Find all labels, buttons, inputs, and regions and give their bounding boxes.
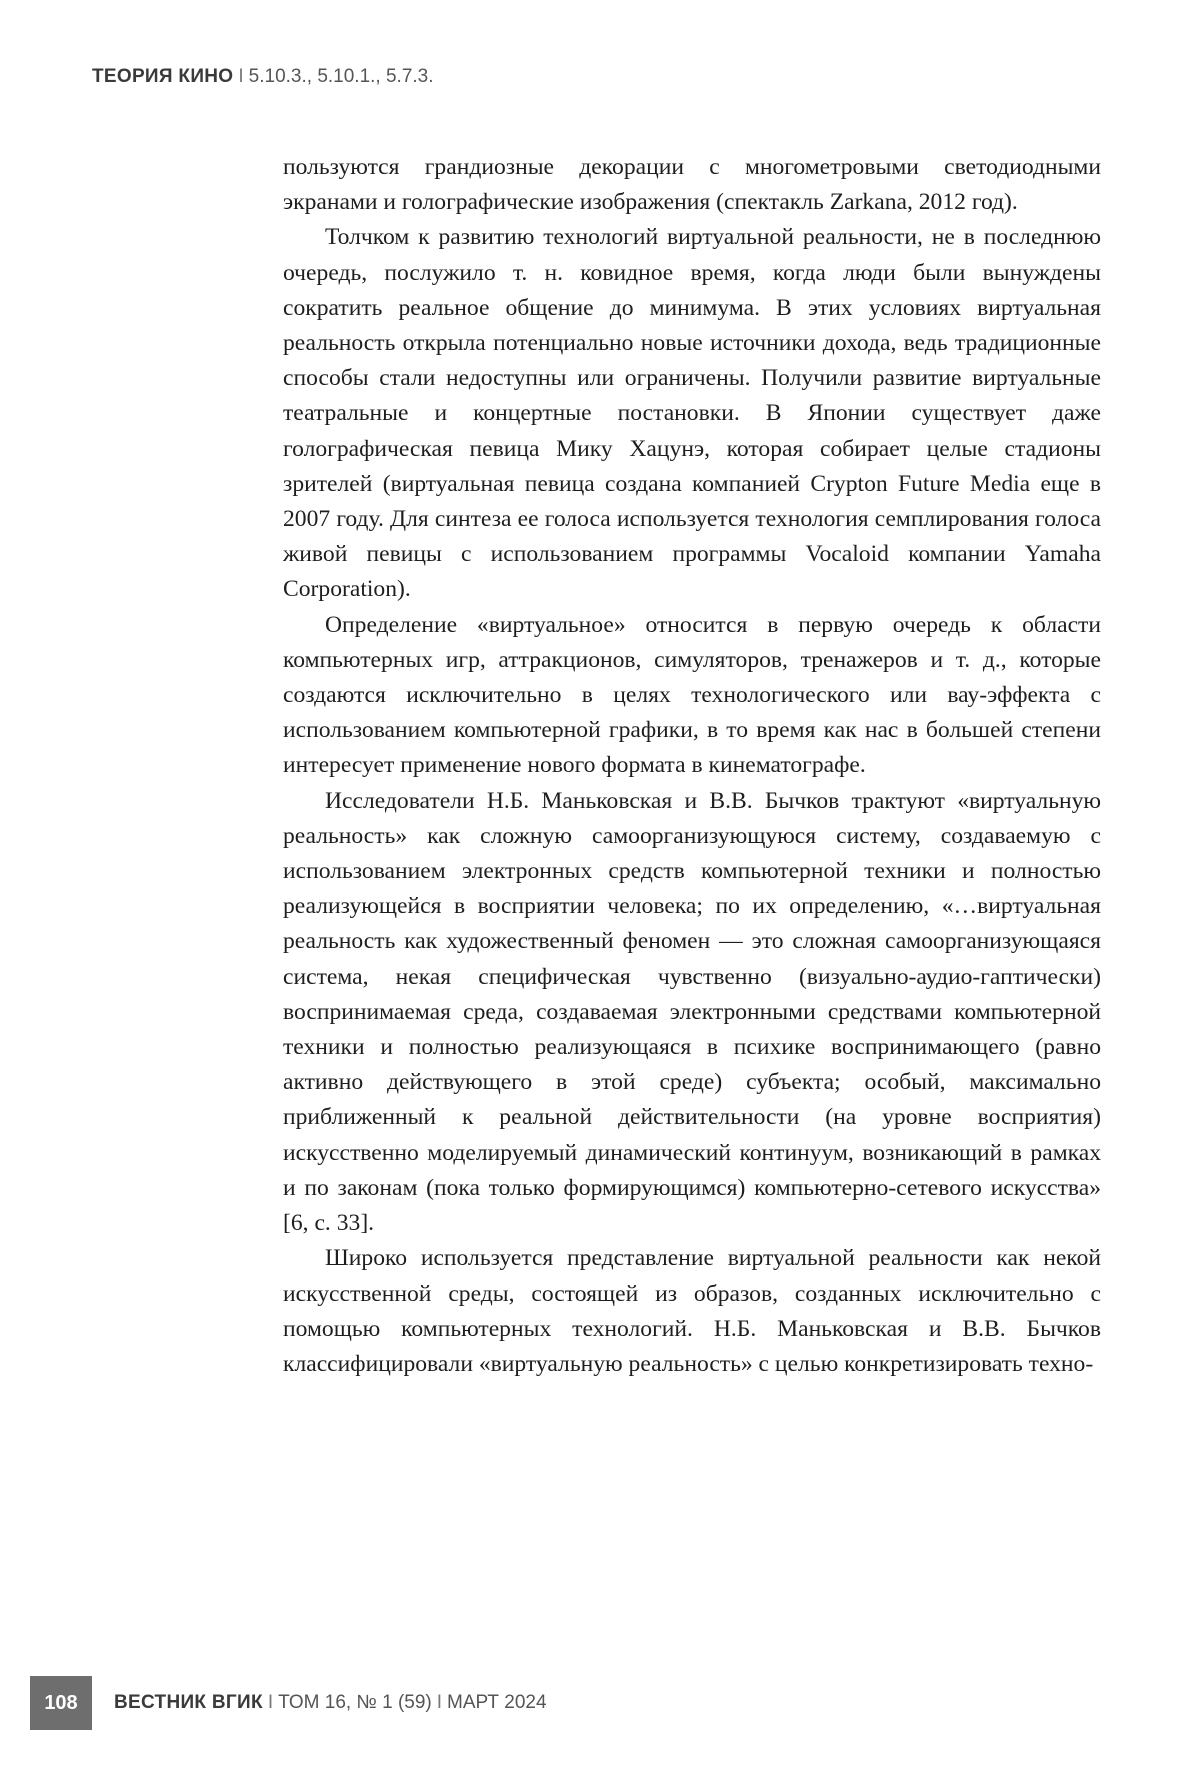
page-number: 108: [44, 1692, 77, 1715]
paragraph: Определение «виртуальное» относится в первую очередь к области компьютерных игр, аттракционов, симуляторов, трена­жеров и т. д., которые создаются исключительно в целях техно­логического или вау-эффекта с использованием компьютерной графики, в то время как нас в большей степени интересует при­менение нового формата в кинематографе.: [283, 608, 1101, 784]
page-number-box: [30, 1676, 92, 1730]
journal-name: ВЕСТНИК ВГИК: [114, 1692, 263, 1713]
header-section-title: ТЕОРИЯ КИНО: [92, 66, 233, 87]
footer-separator: I: [268, 1692, 273, 1713]
running-footer: [30, 1676, 547, 1730]
header-separator: I: [238, 66, 243, 87]
paragraph: Широко используется представление виртуальной реаль­ности как некой искусственной среды, состоящей из образов, созданных исключительно с помощью компьютерных техно­логий. Н.Б. Маньковская и В.В. Бычков классифицировали «виртуальную реальность» с целью конкретизировать техно-: [283, 1241, 1101, 1382]
paragraph: Исследователи Н.Б. Маньковская и В.В. Бычков трактуют «виртуальную реальность» как сложную самоорганизующу­юся систему, создаваемую с использованием электронных средств компьютерной техники и полностью реализующейся в восприятии человека; по их определению, «…виртуальная реальность как художественный феномен — это сложная са­моорганизующаяся система, некая специфическая чувственно (визуально-аудио-гаптически) воспринимаемая среда, соз­даваемая электронными средствами компьютерной техники и полностью реализующаяся в психике воспринимающего (равно активно действующего в этой среде) субъекта; особый, максимально приближенный к реальной действительности (на уровне восприятия) искусственно моделируемый динами­ческий континуум, возникающий в рамках и по законам (пока только формирующимся) компьютерно-сетевого искусства» [6, с. 33].: [283, 784, 1101, 1242]
journal-volume: ТОМ 16, № 1 (59): [278, 1692, 432, 1713]
paragraph: Толчком к развитию технологий виртуальной реальности, не в последнюю очередь, послужило т. н. ковидное время, когда люди были вынуждены сократить реальное общение до мини­мума. В этих условиях виртуальная реальность открыла потен­циально новые источники дохода, ведь традиционные способы стали недоступны или ограничены. Получили развитие вирту­альные театральные и концертные постановки. В Японии суще­ствует даже голографическая певица Мику Хацунэ, которая со­бирает целые стадионы зрителей (виртуальная певица создана компанией Crypton Future Media еще в 2007 году. Для синтеза ее голоса используется технология семплирования голоса жи­вой певицы с использованием программы Vocaloid компании Yamaha Corporation).: [283, 220, 1101, 607]
paragraph-continued: пользуются грандиозные декорации с многометровыми свето­диодными экранами и голографические изображения (спек­такль Zarkana, 2012 год).: [283, 150, 1101, 220]
header-codes: 5.10.3., 5.10.1., 5.7.3.: [249, 66, 434, 87]
footer-separator-2: I: [437, 1692, 442, 1713]
article-body: [283, 150, 1101, 1382]
running-header: [92, 66, 434, 88]
journal-date: МАРТ 2024: [447, 1692, 546, 1713]
journal-info: [114, 1692, 547, 1714]
